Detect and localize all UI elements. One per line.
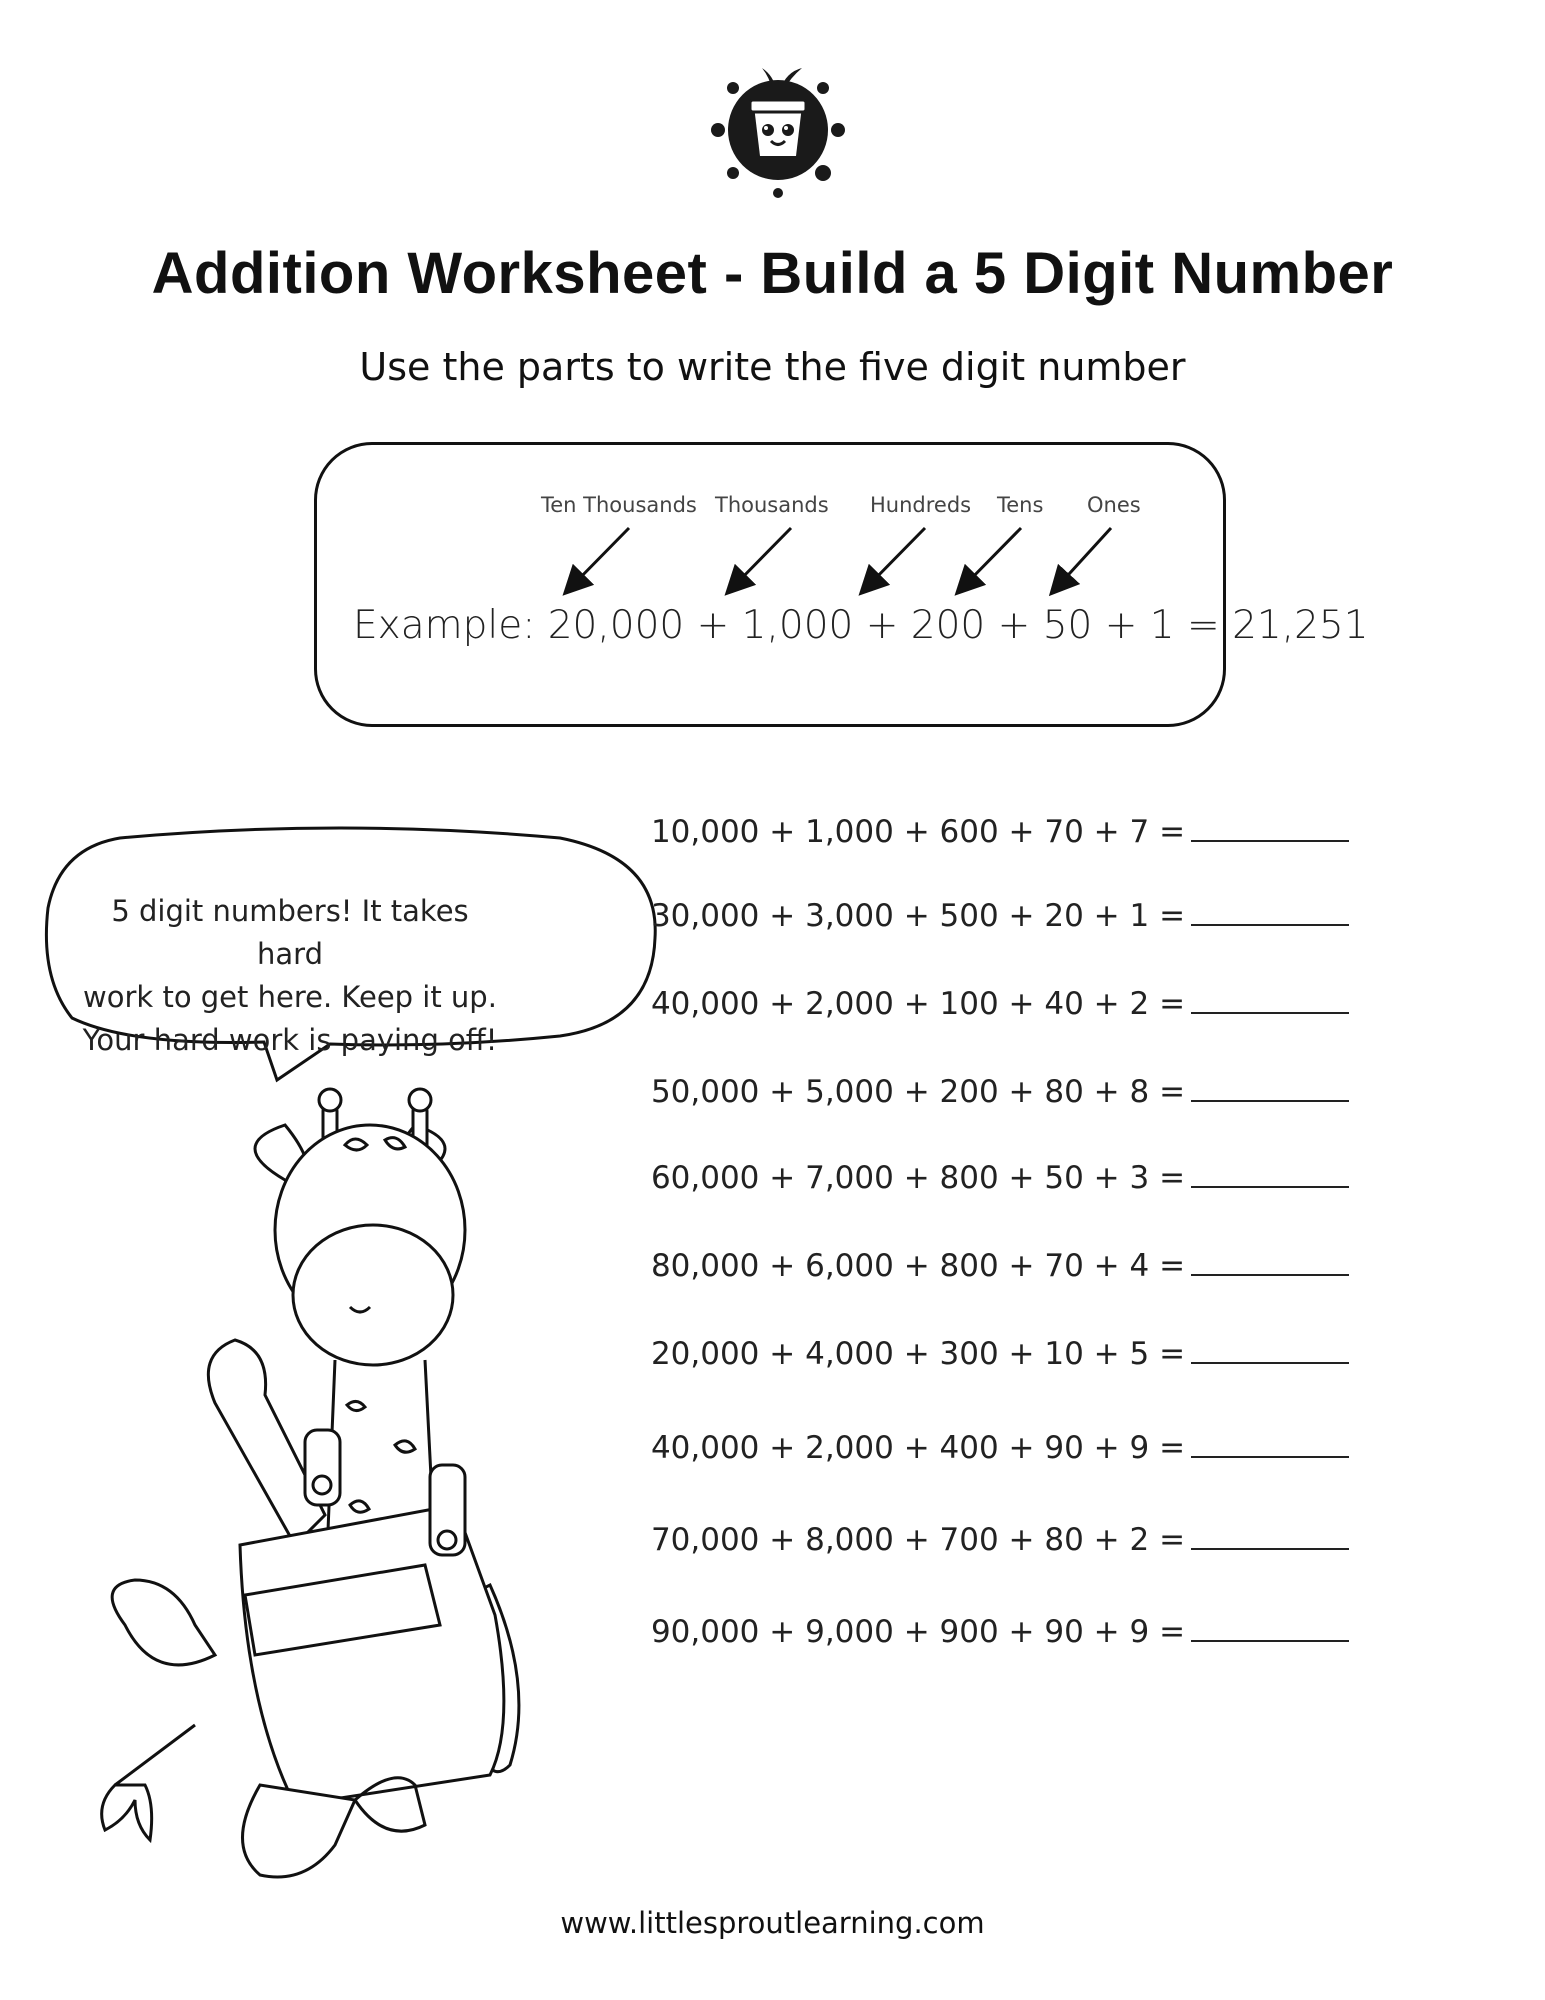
arrow-thousands bbox=[735, 528, 791, 585]
problem-row bbox=[640, 894, 1360, 934]
footer-url[interactable]: www.littlesproutlearning.com bbox=[560, 1906, 985, 1940]
page-title: Addition Worksheet - Build a 5 Digit Number bbox=[151, 241, 1394, 306]
problem-row bbox=[640, 1070, 1360, 1110]
problem-row bbox=[640, 1332, 1360, 1372]
answer-blank[interactable] bbox=[1191, 1156, 1349, 1188]
label-hundreds: Hundreds bbox=[870, 493, 972, 517]
problem-row bbox=[640, 810, 1360, 850]
answer-blank[interactable] bbox=[1191, 982, 1349, 1014]
answer-blank[interactable] bbox=[1191, 1332, 1349, 1364]
arrow-hundreds bbox=[869, 528, 925, 585]
answer-blank[interactable] bbox=[1191, 1610, 1349, 1642]
label-ten-thousands: Ten Thousands bbox=[541, 493, 697, 517]
giraffe-illustration bbox=[95, 1085, 595, 1885]
example-box bbox=[314, 442, 1369, 727]
answer-blank[interactable] bbox=[1191, 1244, 1349, 1276]
problem-text: 20,000 + 4,000 + 300 + 10 + 5 = bbox=[650, 1336, 1186, 1372]
place-value-arrows bbox=[317, 445, 1229, 730]
arrow-ten-thousands bbox=[573, 528, 629, 585]
problem-text: 50,000 + 5,000 + 200 + 80 + 8 = bbox=[650, 1074, 1186, 1110]
problem-row bbox=[640, 982, 1360, 1022]
page-subtitle: Use the parts to write the five digit number bbox=[359, 345, 1186, 389]
sprout-pot-logo-icon bbox=[678, 48, 878, 208]
label-thousands: Thousands bbox=[715, 493, 829, 517]
example-equation: Example: 20,000 + 1,000 + 200 + 50 + 1 = 21,251 bbox=[353, 603, 1369, 648]
answer-blank[interactable] bbox=[1191, 1518, 1349, 1550]
problem-text: 80,000 + 6,000 + 800 + 70 + 4 = bbox=[650, 1248, 1186, 1284]
problem-text: 40,000 + 2,000 + 400 + 90 + 9 = bbox=[650, 1430, 1186, 1466]
label-ones: Ones bbox=[1087, 493, 1141, 517]
label-tens: Tens bbox=[997, 493, 1044, 517]
speech-bubble-text bbox=[80, 890, 500, 1062]
problem-text: 10,000 + 1,000 + 600 + 70 + 7 = bbox=[650, 814, 1186, 850]
problem-row bbox=[640, 1426, 1360, 1466]
problem-text: 90,000 + 9,000 + 900 + 90 + 9 = bbox=[650, 1614, 1186, 1650]
speech-line: 5 digit numbers! It takes hard bbox=[111, 894, 469, 971]
answer-blank[interactable] bbox=[1191, 1070, 1349, 1102]
arrow-ones bbox=[1059, 528, 1111, 585]
answer-blank[interactable] bbox=[1191, 810, 1349, 842]
problem-row bbox=[640, 1244, 1360, 1284]
problem-row bbox=[640, 1156, 1360, 1196]
problem-row bbox=[640, 1518, 1360, 1558]
problem-text: 60,000 + 7,000 + 800 + 50 + 3 = bbox=[650, 1160, 1186, 1196]
arrow-tens bbox=[965, 528, 1021, 585]
problem-text: 70,000 + 8,000 + 700 + 80 + 2 = bbox=[650, 1522, 1186, 1558]
answer-blank[interactable] bbox=[1191, 894, 1349, 926]
answer-blank[interactable] bbox=[1191, 1426, 1349, 1458]
problem-text: 40,000 + 2,000 + 100 + 40 + 2 = bbox=[650, 986, 1186, 1022]
speech-line: Your hard work is paying off! bbox=[82, 1023, 498, 1057]
problem-text: 30,000 + 3,000 + 500 + 20 + 1 = bbox=[650, 898, 1186, 934]
speech-line: work to get here. Keep it up. bbox=[83, 980, 497, 1014]
problem-row bbox=[640, 1610, 1360, 1650]
